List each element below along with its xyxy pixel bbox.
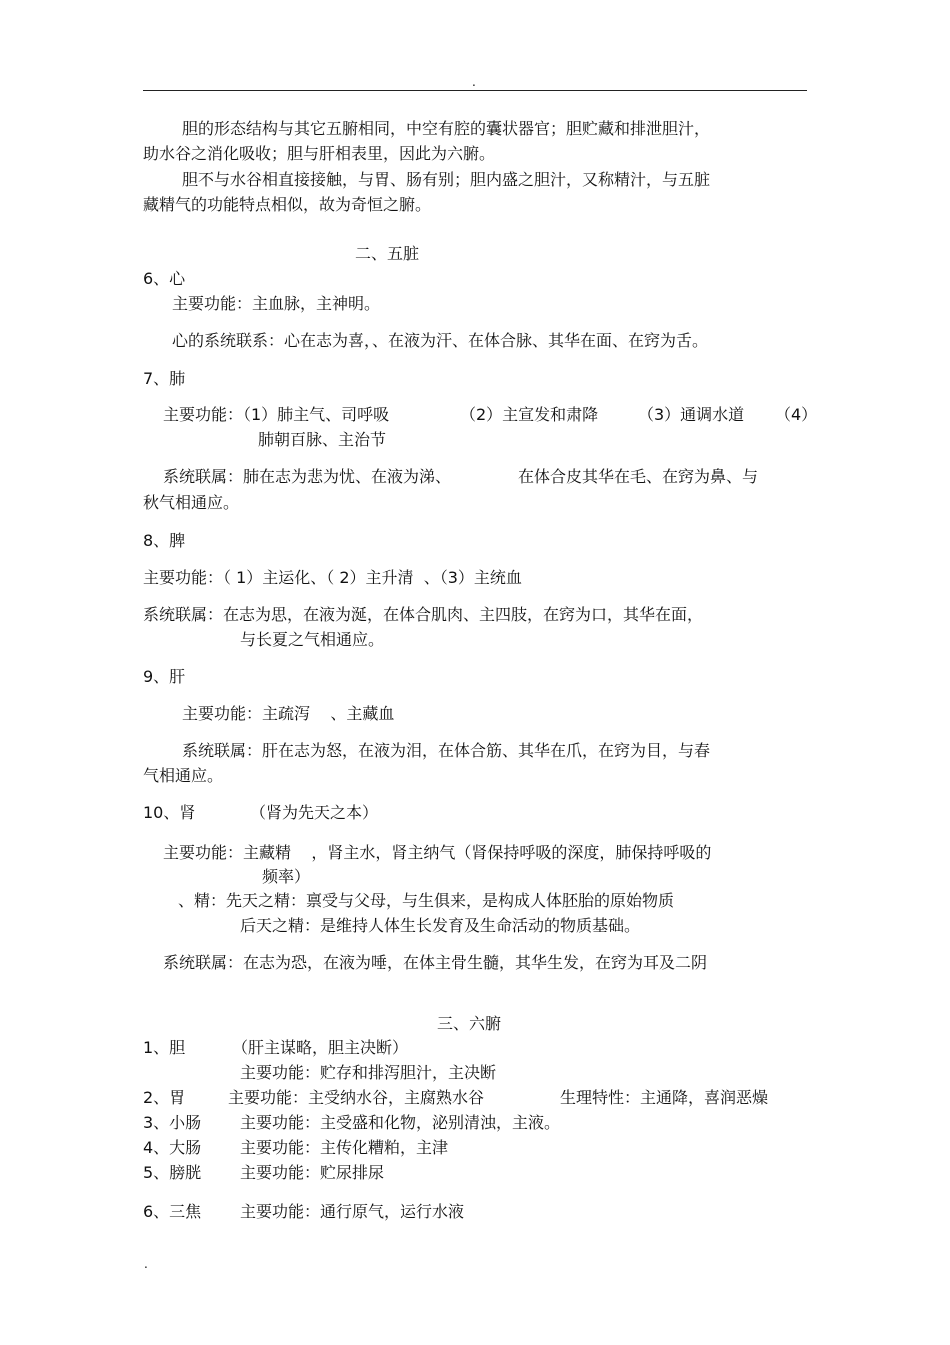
lung-system-line1b: 在体合皮其华在毛、在窍为鼻、与	[518, 467, 759, 486]
kidney-function-line2: 频率）	[262, 867, 311, 886]
liver-system-line1: 系统联属：肝在志为怒，在液为泪，在体合筋、其华在爪，在窍为目，与春	[182, 741, 711, 760]
kidney-function-line1: 主要功能：主藏精 ，肾主水，肾主纳气（肾保持呼吸的深度，肺保持呼吸的	[163, 843, 712, 862]
liver-system-line2: 气相通应。	[143, 766, 224, 785]
bladder-function: 主要功能：贮尿排尿	[240, 1163, 385, 1182]
heart-system: 心的系统联系：心在志为喜，、在液为汗、在体合脉、其华在面、在窍为舌。	[172, 331, 709, 350]
stomach-heading: 2、胃	[143, 1088, 186, 1107]
kidney-essence-line1: 、精：先天之精：禀受与父母，与生俱来，是构成人体胚胎的原始物质	[178, 891, 675, 910]
gallbladder-heading: 1、胆	[143, 1038, 186, 1057]
kidney-heading: 10、肾	[143, 803, 196, 822]
triple-burner-function: 主要功能：通行原气，运行水液	[240, 1202, 465, 1221]
lung-system-line1a: 系统联属：肺在志为悲为忧、在液为涕、	[163, 467, 452, 486]
heart-heading: 6、心	[143, 269, 186, 288]
intro-p2-line2: 藏精气的功能特点相似，故为奇恒之腑。	[143, 195, 432, 214]
liver-function: 主要功能：主疏泻 、主藏血	[182, 704, 395, 723]
spleen-system-line2: 与长夏之气相通应。	[240, 630, 385, 649]
lung-function-item4: （4）	[775, 405, 818, 424]
section-title-five-organs: 二、五脏	[355, 244, 420, 263]
large-intestine-heading: 4、大肠	[143, 1138, 202, 1157]
liver-heading: 9、肝	[143, 667, 186, 686]
kidney-note: （肾为先天之本）	[250, 803, 379, 822]
intro-p1-line2: 助水谷之消化吸收；胆与肝相表里，因此为六腑。	[143, 144, 496, 163]
gallbladder-function: 主要功能：贮存和排泻胆汁，主决断	[240, 1063, 497, 1082]
header-rule	[143, 90, 807, 91]
spleen-heading: 8、脾	[143, 531, 186, 550]
lung-function-item3: （3）通调水道	[638, 405, 745, 424]
intro-p2-line1: 胆不与水谷相直接接触，与胃、肠有别；胆内盛之胆汁，又称精汁，与五脏	[182, 170, 711, 189]
kidney-system: 系统联属：在志为恐，在液为唾，在体主骨生髓，其华生发，在窍为耳及二阴	[163, 953, 708, 972]
intro-p1-line1: 胆的形态结构与其它五腑相同，中空有腔的囊状器官；胆贮藏和排泄胆汁，	[182, 119, 711, 138]
footer-mark: .	[144, 1257, 148, 1271]
gallbladder-note: （肝主谋略，胆主决断）	[232, 1038, 409, 1057]
header-mark: .	[472, 75, 476, 89]
lung-function-item2: （2）主宣发和肃降	[460, 405, 599, 424]
lung-function-line1: 主要功能：（1）肺主气、司呼吸	[163, 405, 390, 424]
triple-burner-heading: 6、三焦	[143, 1202, 202, 1221]
stomach-property: 生理特性：主通降，喜润恶燥	[560, 1088, 769, 1107]
small-intestine-heading: 3、小肠	[143, 1113, 202, 1132]
bladder-heading: 5、膀胱	[143, 1163, 202, 1182]
spleen-function: 主要功能：（ 1）主运化、（ 2）主升清 、（3）主统血	[143, 568, 522, 587]
stomach-function: 主要功能：主受纳水谷，主腐熟水谷	[228, 1088, 485, 1107]
lung-heading: 7、肺	[143, 369, 186, 388]
lung-system-line2: 秋气相通应。	[143, 493, 240, 512]
heart-function: 主要功能：主血脉，主神明。	[172, 294, 381, 313]
section-title-six-fu: 三、六腑	[437, 1014, 502, 1033]
lung-function-line2: 肺朝百脉、主治节	[258, 430, 387, 449]
spleen-system-line1: 系统联属：在志为思，在液为涎，在体合肌肉、主四肢，在窍为口，其华在面，	[143, 605, 704, 624]
kidney-essence-line2: 后天之精：是维持人体生长发育及生命活动的物质基础。	[240, 916, 641, 935]
small-intestine-function: 主要功能：主受盛和化物，泌别清浊，主液。	[240, 1113, 561, 1132]
large-intestine-function: 主要功能：主传化糟粕，主津	[240, 1138, 449, 1157]
